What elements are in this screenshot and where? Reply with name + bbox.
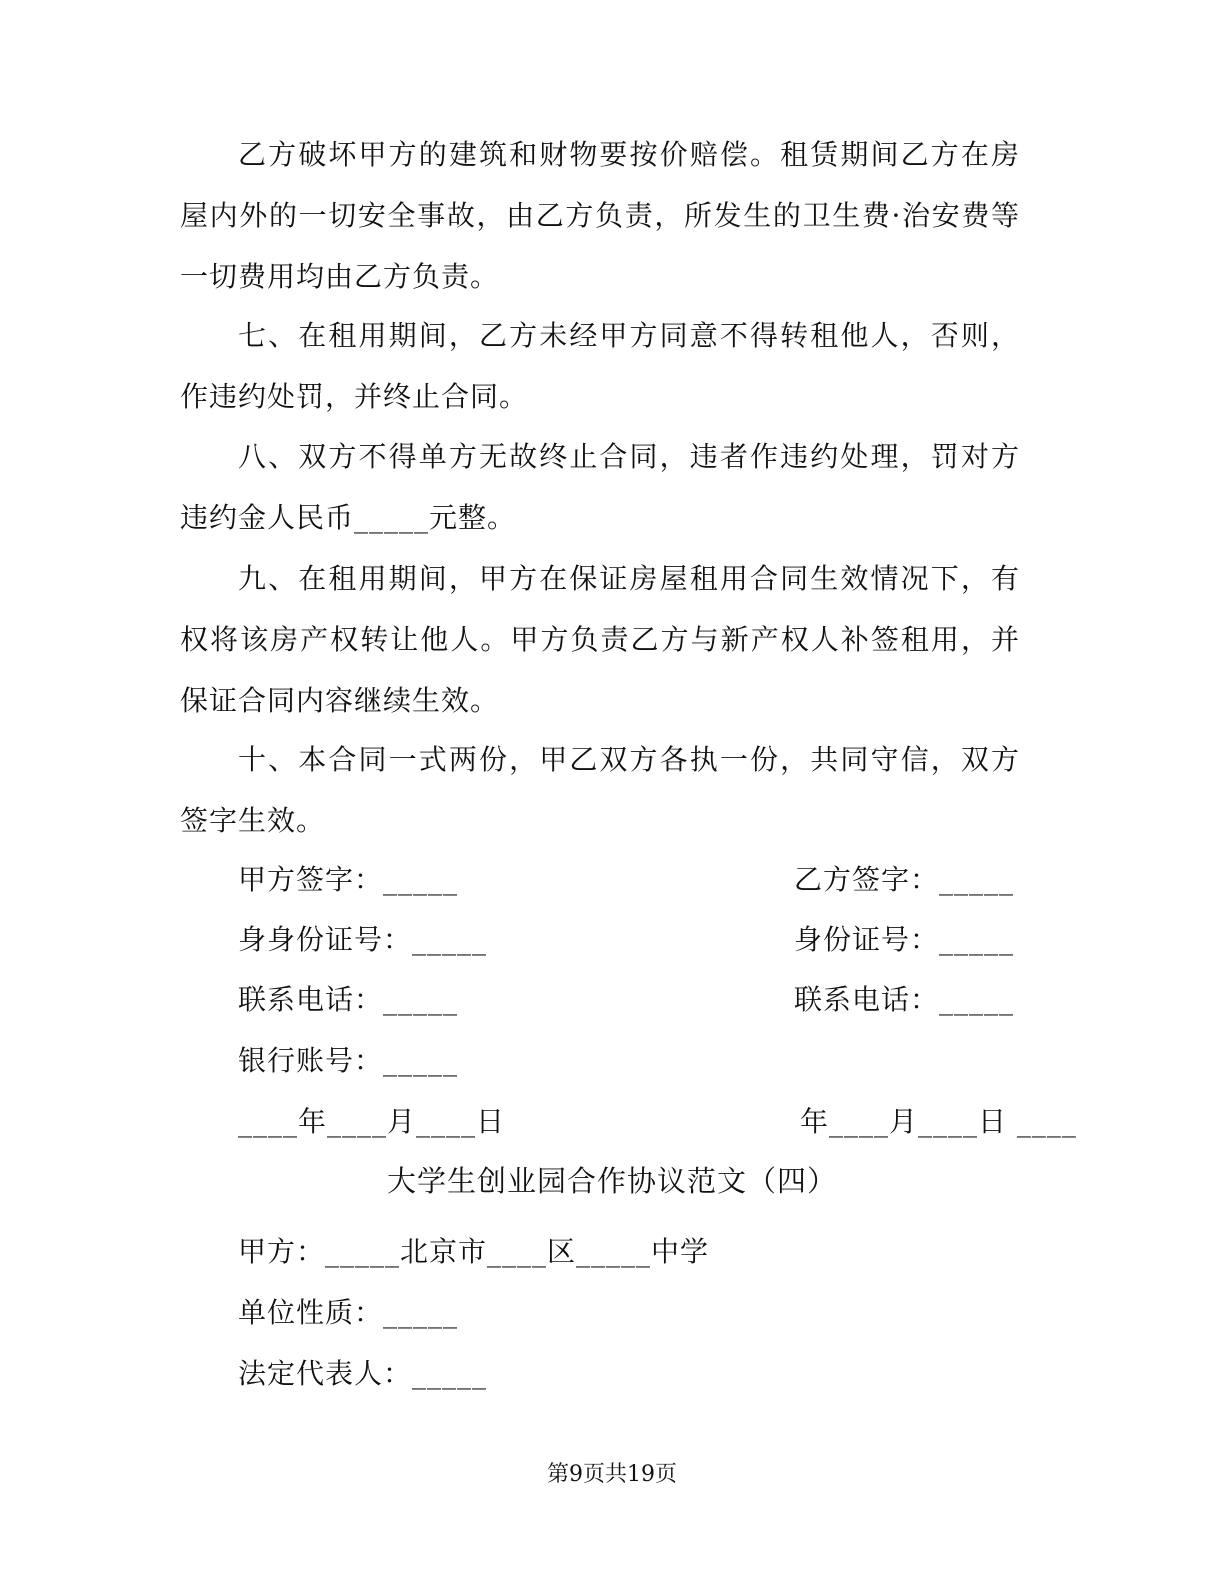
party-b-id-number: 身份证号：_____ <box>794 923 1015 956</box>
party-a-line: 甲方：_____北京市____区_____中学 <box>238 1235 710 1268</box>
paragraph-compensation: 乙方破坏甲方的建筑和财物要按价赔偿。租赁期间乙方在房屋内外的一切安全事故，由乙方负责，所发生的卫生费·治安费等一切费用均由乙方负责。 <box>180 138 1020 293</box>
party-a-signature: 甲方签字：_____ <box>238 863 459 896</box>
paragraph-clause-10: 十、本合同一式两份，甲乙双方各执一份，共同守信，双方签字生效。 <box>180 743 1020 837</box>
legal-representative: 法定代表人：_____ <box>238 1357 488 1390</box>
party-a-phone: 联系电话：_____ <box>238 983 459 1016</box>
party-a-id-number: 身身份证号：_____ <box>238 923 488 956</box>
party-b-phone: 联系电话：_____ <box>794 983 1015 1016</box>
party-b-date: 年____月____日 ____ <box>800 1105 1077 1138</box>
party-b-signature: 乙方签字：_____ <box>794 863 1015 896</box>
unit-nature: 单位性质：_____ <box>238 1296 459 1329</box>
party-a-bank-account: 银行账号：_____ <box>238 1044 459 1077</box>
party-a-date: ____年____月____日 <box>238 1105 506 1138</box>
paragraph-clause-8: 八、双方不得单方无故终止合同，违者作违约处理，罚对方违约金人民币_____元整。 <box>180 440 1020 534</box>
page-footer: 第9页共19页 <box>547 1462 677 1487</box>
section-title: 大学生创业园合作协议范文（四） <box>386 1164 837 1198</box>
paragraph-clause-9: 九、在租用期间，甲方在保证房屋租用合同生效情况下，有权将该房产权转让他人。甲方负责乙方与新产权人补签租用，并保证合同内容继续生效。 <box>180 562 1020 717</box>
paragraph-clause-7: 七、在租用期间，乙方未经甲方同意不得转租他人，否则，作违约处罚，并终止合同。 <box>180 319 1020 413</box>
